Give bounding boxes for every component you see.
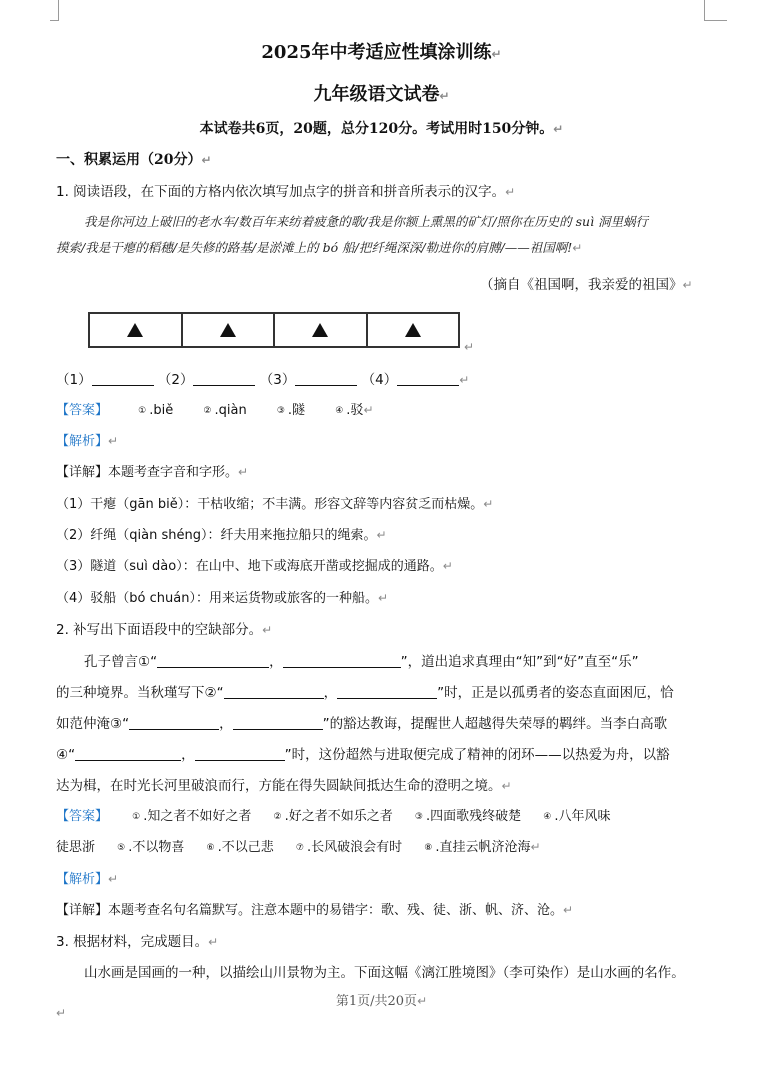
para-text: ， — [219, 716, 233, 732]
blank-line[interactable] — [193, 371, 255, 386]
footer-text: 第1页/共20页 — [335, 994, 418, 1009]
answer-tag: 【答案】 — [56, 403, 109, 418]
blank-line[interactable] — [92, 371, 154, 386]
question-2-analysis-tag — [56, 868, 118, 887]
blank-label: （4） — [361, 372, 398, 388]
question-2-prompt — [56, 618, 272, 638]
return-mark: ↵ — [572, 241, 583, 255]
para-text: ， — [323, 685, 338, 701]
passage-line-2 — [56, 238, 582, 256]
para-text: ， — [269, 654, 283, 670]
answer-marker: ① — [132, 812, 141, 822]
para-text: ”的豁达教诲，提醒世人超越得失荣辱的羁绊。当李白高歌 — [322, 716, 668, 732]
return-mark: ↵ — [201, 153, 212, 167]
question-2-answer-line-2: 徒思浙 ⑤ .不以物喜 ⑥ .不以己悲 ⑦ .长风破浪会有时 ⑧ .直挂云帆济沧海↵ — [56, 840, 541, 855]
blank-line[interactable] — [75, 746, 181, 761]
question-2-line-1 — [84, 650, 639, 670]
answer-cell[interactable] — [275, 314, 368, 346]
question-1-answer: 【答案】 ① .biě ② .qiàn ③ .隧 ④ .驳↵ — [56, 403, 374, 418]
detail-text: 【详解】本题考查字音和字形。 — [56, 465, 239, 480]
return-mark: ↵ — [501, 779, 512, 793]
answer-grid — [88, 312, 460, 348]
para-text: ”，道出追求真理由“知”到“好”直至“乐” — [400, 654, 639, 670]
para-text: 孔子曾言①“ — [84, 654, 158, 670]
crop-mark-right — [704, 0, 727, 21]
question-2-line-3 — [56, 712, 667, 732]
blank-line[interactable] — [195, 746, 285, 761]
exam-title — [0, 38, 763, 64]
answer-value: 驳 — [350, 403, 364, 418]
answer-marker: ② — [273, 812, 282, 822]
blank-line[interactable] — [337, 684, 437, 699]
blank-line[interactable] — [157, 653, 269, 668]
answer-marker: ⑦ — [295, 843, 304, 853]
exam-subtitle — [0, 80, 763, 106]
triangle-icon — [312, 323, 328, 337]
answer-marker: ① — [138, 406, 147, 416]
return-mark: ↵ — [553, 122, 564, 136]
answer-value: qiàn — [218, 403, 247, 418]
question-1-detail — [56, 461, 248, 480]
question-2-detail — [56, 899, 573, 918]
para-text: 如范仲淹③“ — [56, 716, 130, 732]
return-mark: ↵ — [417, 994, 428, 1008]
answer-marker: ④ — [543, 812, 552, 822]
question-3-paragraph: 山水画是国画的一种，以描绘山川景物为主。下面这幅《漓江胜境图》（李可染作）是山水画的名作。 — [84, 965, 685, 981]
triangle-icon — [405, 323, 421, 337]
answer-value: 直挂云帆济沧海 — [439, 840, 531, 855]
prompt-text: 1. 阅读语段，在下面的方格内依次填写加点字的拼音和拼音所表示的汉字。 — [56, 184, 506, 200]
note-item — [56, 587, 388, 606]
return-mark: ↵ — [108, 434, 119, 448]
source-text: （摘自《祖国啊，我亲爱的祖国》 — [480, 277, 683, 293]
answer-cell[interactable] — [183, 314, 276, 346]
detail-text: 【详解】本题考查名句名篇默写。注意本题中的易错字：歌、残、徒、浙、帆、济、沧。 — [56, 903, 564, 918]
blank-label: （1） — [56, 372, 92, 388]
question-1-analysis-tag — [56, 430, 118, 449]
return-mark: ↵ — [459, 373, 470, 387]
answer-value: 徒思浙 — [56, 840, 96, 855]
answer-marker: ② — [203, 406, 212, 416]
question-2-line-4 — [56, 743, 670, 763]
return-mark: ↵ — [262, 623, 273, 637]
return-mark: ↵ — [376, 528, 387, 542]
answer-value: 不以物喜 — [132, 840, 185, 855]
triangle-icon — [220, 323, 236, 337]
prompt-text: 3. 根据材料，完成题目。 — [56, 934, 209, 950]
return-mark: ↵ — [483, 497, 494, 511]
return-mark: ↵ — [238, 465, 249, 479]
return-mark: ↵ — [208, 935, 219, 949]
answer-cell[interactable] — [368, 314, 459, 346]
prompt-text: 2. 补写出下面语段中的空缺部分。 — [56, 622, 263, 638]
passage-line-1: 我是你河边上破旧的老水车/数百年来纺着疲惫的歌/我是你额上熏黑的矿灯/照你在历史的 suì 洞里蜗行 — [84, 214, 649, 229]
return-mark: ↵ — [491, 47, 502, 61]
note-text: （4）驳船（bó chuán）：用来运货物或旅客的一种船。 — [56, 591, 378, 606]
question-1-blanks — [56, 368, 469, 388]
exam-info — [0, 118, 763, 138]
answer-marker: ⑧ — [424, 843, 433, 853]
answer-value: 八年风味 — [558, 809, 611, 824]
return-mark: ↵ — [464, 340, 475, 354]
blank-label: （2） — [157, 372, 194, 388]
triangle-icon — [127, 323, 143, 337]
return-mark: ↵ — [108, 872, 119, 886]
answer-tag: 【答案】 — [56, 809, 109, 824]
para-text: 达为楫，在时光长河里破浪而行，方能在得失圆缺间抵达生命的澄明之境。 — [56, 778, 502, 794]
analysis-tag: 【解析】 — [56, 872, 109, 887]
return-mark: ↵ — [56, 1006, 67, 1020]
blank-line[interactable] — [295, 371, 357, 386]
return-mark: ↵ — [682, 278, 693, 292]
answer-marker: ⑤ — [117, 843, 126, 853]
return-mark: ↵ — [563, 903, 574, 917]
blank-line[interactable] — [283, 653, 401, 668]
subtitle-text: 九年级语文试卷 — [313, 84, 440, 105]
para-text: ”时，这份超然与进取便完成了精神的闭环——以热爱为舟，以豁 — [284, 747, 670, 763]
answer-marker: ⑥ — [206, 843, 215, 853]
answer-value: 知之者不如好之者 — [147, 809, 252, 824]
note-text: （1）干瘪（gān biě）：干枯收缩；不丰满。形容文辞等内容贫乏而枯燥。 — [56, 497, 484, 512]
question-3-prompt — [56, 930, 218, 950]
question-2-answer-line-1: 【答案】 ① .知之者不如好之者 ② .好之者不如乐之者 ③ .四面歌残终破楚 ④ .八年风味 — [56, 809, 611, 824]
note-item — [56, 524, 387, 543]
para-text: ， — [181, 747, 195, 763]
question-1-prompt — [56, 180, 515, 200]
return-mark: ↵ — [530, 840, 541, 854]
blank-line[interactable] — [224, 684, 324, 699]
answer-value: 好之者不如乐之者 — [288, 809, 393, 824]
para-text: 的三种境界。当秋瑾写下②“ — [56, 685, 224, 701]
blank-label: （3） — [259, 372, 296, 388]
note-text: （2）纤绳（qiàn shéng）：纤夫用来拖拉船只的绳索。 — [56, 528, 377, 543]
note-item — [56, 493, 493, 512]
answer-marker: ④ — [335, 406, 344, 416]
analysis-tag: 【解析】 — [56, 434, 109, 449]
answer-value: 不以己悲 — [221, 840, 274, 855]
answer-marker: ③ — [276, 406, 285, 416]
answer-marker: ③ — [414, 812, 423, 822]
return-mark: ↵ — [377, 591, 389, 605]
answer-cell[interactable] — [90, 314, 183, 346]
return-mark: ↵ — [439, 89, 450, 103]
blank-line[interactable] — [233, 715, 323, 730]
passage-source — [480, 273, 693, 293]
title-text: 2025年中考适应性填涂训练 — [261, 42, 492, 63]
answer-value: 长风破浪会有时 — [311, 840, 403, 855]
passage-text: 摸索/我是干瘪的稻穗/是失修的路基/是淤滩上的 bó 船/把纤绳深深/勒进你的肩膊/——祖国啊! — [56, 240, 573, 255]
question-2-line-2 — [56, 681, 674, 701]
return-mark: ↵ — [442, 559, 453, 573]
para-text: ”时，正是以孤勇者的姿态直面困厄，恰 — [437, 685, 674, 701]
note-item — [56, 555, 453, 574]
blank-line[interactable] — [129, 715, 219, 730]
answer-value: 四面歌残终破楚 — [430, 809, 522, 824]
blank-line[interactable] — [397, 371, 459, 386]
section-heading — [56, 149, 212, 169]
answer-value: 隧 — [292, 403, 306, 418]
answer-value: biě — [153, 403, 174, 418]
page-footer — [0, 990, 763, 1009]
note-text: （3）隧道（suì dào）：在山中、地下或海底开凿或挖掘成的通路。 — [56, 559, 443, 574]
para-text: ④“ — [56, 747, 76, 763]
info-text: 本试卷共6页，20题，总分120分。考试用时150分钟。 — [199, 121, 554, 137]
return-mark: ↵ — [505, 185, 516, 199]
question-2-line-5 — [56, 774, 512, 794]
crop-mark-left — [50, 0, 59, 21]
section-heading-text: 一、积累运用（20分） — [56, 152, 202, 168]
return-mark: ↵ — [363, 403, 374, 417]
